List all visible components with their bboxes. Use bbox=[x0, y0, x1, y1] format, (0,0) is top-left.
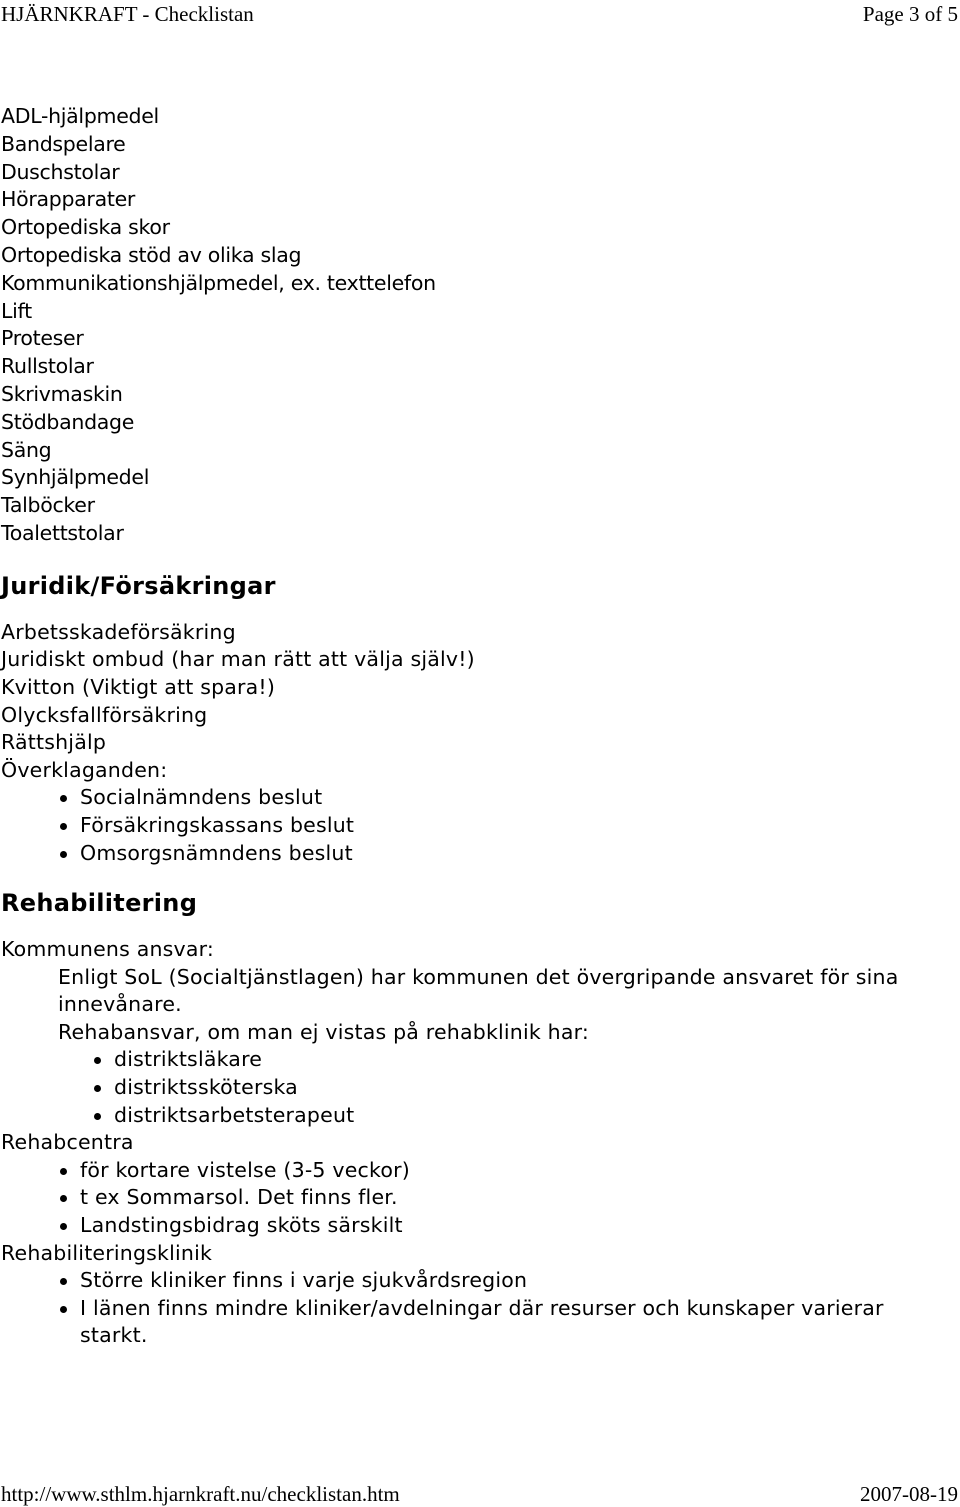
list-item: Kvitton (Viktigt att spara!) bbox=[1, 674, 276, 699]
list-item: Ortopediska skor bbox=[1, 215, 170, 240]
list-item: Synhjälpmedel bbox=[1, 465, 150, 490]
sol-text: Enligt SoL (Socialtjänstlagen) har kommunen det övergripande ansvaret för sina innevånare. bbox=[58, 964, 899, 1017]
clinic-label: Rehabiliteringsklinik bbox=[1, 1240, 213, 1265]
list-item: Ortopediska stöd av olika slag bbox=[1, 242, 302, 267]
responsibility-list bbox=[58, 1046, 951, 1129]
centers-label: Rehabcentra bbox=[1, 1130, 134, 1155]
bullet-item: Försäkringskassans beslut bbox=[1, 812, 951, 840]
municipal-block bbox=[1, 964, 951, 1130]
list-item: Hörapparater bbox=[1, 187, 136, 212]
list-item: Toalettstolar bbox=[1, 520, 124, 545]
centers-list bbox=[1, 1157, 951, 1240]
list-item: Arbetsskadeförsäkring bbox=[1, 619, 236, 644]
list-item: Kommunikationshjälpmedel, ex. texttelefon bbox=[1, 270, 436, 295]
bullet-item: Större kliniker finns i varje sjukvårdsregion bbox=[1, 1267, 951, 1295]
document-body bbox=[1, 103, 951, 1350]
source-url: http://www.sthlm.hjarnkraft.nu/checklistan.htm bbox=[1, 1482, 400, 1506]
appeals-list bbox=[1, 784, 951, 867]
list-item: Olycksfallförsäkring bbox=[1, 702, 208, 727]
list-item: Talböcker bbox=[1, 493, 95, 518]
bullet-item: Landstingsbidrag sköts särskilt bbox=[1, 1212, 951, 1240]
print-date: 2007-08-19 bbox=[860, 1482, 958, 1506]
list-item: Duschstolar bbox=[1, 159, 120, 184]
section-heading-rehabilitering: Rehabilitering bbox=[1, 889, 198, 918]
bullet-item: för kortare vistelse (3-5 veckor) bbox=[1, 1157, 951, 1185]
list-item: Proteser bbox=[1, 326, 84, 351]
list-item: Rättshjälp bbox=[1, 730, 107, 755]
list-item: Skrivmaskin bbox=[1, 381, 123, 406]
clinic-list bbox=[1, 1267, 951, 1350]
list-item: Lift bbox=[1, 298, 32, 323]
bullet-item: Omsorgsnämndens beslut bbox=[1, 840, 951, 868]
bullet-item: distriktssköterska bbox=[58, 1074, 951, 1102]
appeals-label: Överklaganden: bbox=[1, 757, 168, 782]
section-heading-juridik: Juridik/Försäkringar bbox=[1, 571, 276, 600]
list-item: Juridiskt ombud (har man rätt att välja själv!) bbox=[1, 647, 475, 672]
page-number: Page 3 of 5 bbox=[862, 2, 958, 26]
bullet-item: distriktsläkare bbox=[58, 1046, 951, 1074]
bullet-item: t ex Sommarsol. Det finns fler. bbox=[1, 1184, 951, 1212]
bullet-item: I länen finns mindre kliniker/avdelningar där resurser och kunskaper varierar starkt. bbox=[1, 1295, 951, 1350]
list-item: Stödbandage bbox=[1, 409, 135, 434]
list-item: Rullstolar bbox=[1, 354, 94, 379]
responsibility-label: Rehabansvar, om man ej vistas på rehabklinik har: bbox=[58, 1019, 590, 1044]
rehab-section bbox=[1, 936, 951, 1350]
bullet-item: distriktsarbetsterapeut bbox=[58, 1102, 951, 1130]
document-title: HJÄRNKRAFT - Checklistan bbox=[1, 2, 254, 26]
list-item: Säng bbox=[1, 437, 52, 462]
juridik-section bbox=[1, 619, 951, 867]
bullet-item: Socialnämndens beslut bbox=[1, 784, 951, 812]
list-item: Bandspelare bbox=[1, 131, 126, 156]
list-item: ADL-hjälpmedel bbox=[1, 104, 159, 128]
aids-list bbox=[1, 103, 951, 548]
municipal-label: Kommunens ansvar: bbox=[1, 937, 214, 962]
